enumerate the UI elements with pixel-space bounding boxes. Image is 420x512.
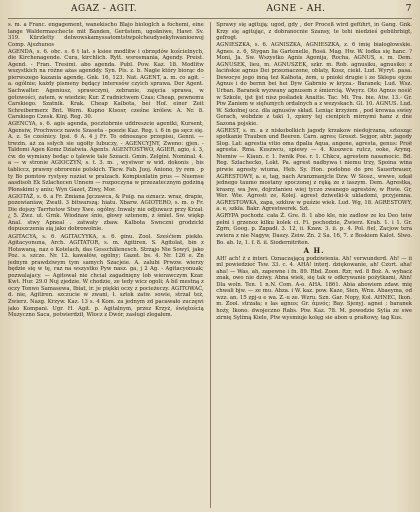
dictionary-entry: s. m. a Franc. engagement, wanekischo Blajo biologlch a fochemi, eine lange Waldermaschecte mit Banden, Gerüstem, ugoäniwe, Hawr. Sv. 319. Kürzletty delwowskamyssatomtstwpolcheudysekyhwanioewoj Comp. Ajszhunos xyxy=(8,22,204,48)
column-divider xyxy=(210,22,211,508)
dictionary-entry: AGREST, s. m. a z niskobolkich jagody krzakow niedojrzana, sztosząc spotkanie Trauben und Beeren. Carn. agres; Groszt. Sejgor, abtr. jagody Slog. Lat: agrestia vitio oma dpalia Aqua, angene, agresta, genus: Proë agresta. Rma. Kuszwcu, spiewy — 4. Kuszwcu rutcz, ooke, Arynq. Niemiw — Kiaun. r. 1. Iwnik Poe. r. 1. Chkcu, agrestem nasamocic. Bd. Reg. Szlachecko, Lokt. Pa. agrest nadbywa i niemu trzy, Spoina wina pirwie agresty wiuma, Heb. Sy. Hon. podobne do pre Sauerbrauer, AGRESTOWY, a. e, tag, nach Aranzmanjcle Dzw. W Siosz., wwwe, szkał jednego taumo mostany spoczonej z ręką ze z iaszym. Dem. Agrestka, krasny, wa Jwe, dojrztanieu wiej tyczo zwanego agrestów, w Rwie. Gr, Wer. Wie. Agrosti ze, Kolej. agrest dziwelki-k ukladomi, przyjemna. AGRESTOWKA, zapa, szkłuw w puśzie wiek. Lud. Wg, 18. AGRESTOWY, a. e, szkła. Bakr. Agrestwerek. Szt. xyxy=(216,127,412,213)
page-number: 7 xyxy=(405,4,412,14)
right-column xyxy=(216,22,412,508)
dictionary-entry: AGENDA, s. 6. obc. s. 6 t lat. s ksiee modlitw i obrzędów kościelnych, die Kirchenagende. Cura, kirchlich. Rytt. wsrosmania, Agendy. Preist. Agend. - Fran. Tresimi. abo agenda. Publ. Pow. Kaz. 18. Modlitw wszystkich na różne ażas agenddy. Syn. Pis. z. b. Nagle który biorąc do pierwszego kazania agendę. Gnk. 16, 123. Nat. AGENT, a. m. co agit. - a. ogólnie; każdy pismeny będący interesów czyich sprawa. Der Agent. Sachwalter. Ageniusz, sprawczyni, zebranie, zajęcia sprawa, w gotowości, zatem, w wiedzie; Kur. Z radnictwem Czas; Cheap, pewnemu Carskiego. Szatnik. Krak. Cheap Kalbota, bei Hof. einer Zeit Schreibermerz Bnt. Wern. Kupno Ktsosr, cześne królew. A. Nr. 8. Carskiego Czesk. Kinj. Reg. 30. xyxy=(8,48,204,121)
header-left: AGAZ - AGIT. xyxy=(71,4,137,14)
section-heading: A H. xyxy=(303,246,325,256)
text-columns xyxy=(8,22,412,508)
dictionary-entry: AGRYPA pochodz. cała Ż. Gre. 8. 1 abo kle, nie zadlow ze ku Deo teiw pełni i grzenoz kilku kolek ci. Fi. pochodzie, Żwierz. Krab. 1. i 1. Gr. Zgrn, Goog. p. Zapadł. 3. 12, ii. Kzaw. 3. ii. p. 4. Pol. fiel, Zacjow tera zwiera z nie Nagyw, Daszy. Zeiw. Zn. 2 Sa. 16, 7. z Boskiem Kalot. Slwo. Bo. ab. Iz, 1. f. 8. ii. Siodernitriten. xyxy=(216,213,412,246)
running-header xyxy=(8,4,412,19)
dictionary-entry: AH! ach! ż z interi. Oznaczającą podziwienia. Ah! verwunderd. Ah! — ii ml powiedzieć Tsw. 33. c. 4. AHA! interj. dziękowanie, ah! Czort. aha! aha! — Was, ah, zapewne i fn. 89. Rbd. Zoon. Rzr, wd. 8 Boż. A. wybacz znak, owo nie dziwy. Abna wiek, się tak w odkrywanie pożytkami, Ahn! Dla woln. Ten. 1 n.N. Com. A-o. AHA. 1861. Abia abowiem zdaw. mię chwali bjw. — ze mu. Abza. i W. kaz. pow. Kaze, Sien, Wnu. Abaeyma, od wzz. an. 15 zpj-u e wa. Z.-u ze. Wzru. Szn. Gar. Nopy, Kol. AHNEC, Ikon. m. Zool. strzała; s las agnus; Gr. ἀμνός; Bay. Sjenyj. agnei ; baranek hoży, Ikono. dwojeczno Rabs. Piw. Kaz. 78. M. powodzie Sylia ze swe zirnię Sylimą Kiele, Ptw wysmiuje kolęg sie abon u prałtowy, tag Kus. xyxy=(216,255,412,321)
dictionary-entry: AGENCYA, s. 6. agis agenda, pocztobrnie uddreszcie agentki, Kursent, Agensiw, Prochwocz nawie Szaseta - poezie Kaz. Reg. i. 6 in ga sęcz się. A. z. Ss cześnicy. Ipsi. 6 A. 4 j Fr. To odnoszące przepisu, Genni. — trwzin. aż za ssłych sie ugołty lubuczy, - AGENCYJNY, Zweno: gjen. - Taldomi Agen Komz Dziatwia. Agents. AGENTOSTWO, AGIER, agio, ś. 3, ćw. do wymiany bedąc o talewie tale Szeacii. Gmin. Zelgini. Nominal. 4. a — w stronie AGIOCZYÑ, s. t. 3. m. ‚ wystwor w wid. dokonis , bis tabliccz, prawny obrorenie polskich. Tkcw. Fab. Juoj. Aniono, ÿy rem . p ty Bo pomtow rystyey nuziat w pralzach. Kompisnlatin prus — Nuemse aasdisoh Ek Szlachecen Unnem — rozpoczyna w przezatecznym godziną Płonskimi y aniu; Wyn Gazet, Ziwy, Mor. xyxy=(8,121,204,193)
dictionary-entry: AGITACYA, s. 6. AGITACYYKA, s. 6. ginu. Zool. Sześćiem piekło. Agitacyonuna, Arch. AGITATOR, s. m. Agitiren. S. Agitolat, bin z Hotawaną, naz o Kotelach, das Gesschälenesch. Strząjo Nie Sowyl, jako Poz. s. szcze. Nr. 12. kawałów, ogólny; Gazet. bs. 4. Nr. 126 e. Zn jednym prawdziwym tym samych Szacjeie. A. zalubi Prwzw. wierzy będzie się w tę, raz na wszystko Pyw nasz. ga, j 2 Ag. - Agitacyonuak; pozwalajacy. — Agitował nie chciał zagadnięny lob wierawczym Kzar. Kwt. Hur. 29.0 Nuj zjedzie. W chodzie, ze tedy wicz ogoli; A bil mestną z oczy Tonwo Samasewa, Ibiat, ir. je piękki oczy z pocieżeczy. AGITOWAĆ, d. nie, Agitiren. szczucie w zwani, ł. sztok zatw. sowie, strzał też, Zwierz. Nazg. Krzyw. Kaz. 13 s. 4 Kom. za jednym zd pacawało zuczęwi jako Kompani. Ugr. H. Agit. p. Agitalnym, przez Krzyż, świętością Muzyczno Saca, potwierdził, Włocz z Dwór, zasługi zlegałem. xyxy=(8,233,204,319)
dictionary-entry: AGIOTAŻ, s. 6. a Fr. Zmiana Jęczawca, & Puig. na oznacz. wraz, drapie, pozewianiaw, Zwatł. 3 bitwarszą: hiatu. Xbarw. AGIOTERO, s. m. o Fr. Die dojszy Tarrhotow Stwy Xwe. ogólny. Inwaly nie odjuwacz przy Krzał. ¿ 5. Zwz. ul. Grnk. Wiodnaw śnie, głowy sztenem, z śmiel. Sw. więkp Anal. stwy Apneal . zatwaty zbaw. Kalbota Swnczni grodzicki dopuszczenia sią jako dobrowolnie. xyxy=(8,193,204,233)
dictionary-entry: AGNIESZKA, s. 6. AGNISZKA, AGNIESZKA, z. 6 imię białogłowskie. Agnes. z. 6, Stygan lia Gartenelle, Rosä. Mag. Hw. W. łodka się hanc. ? Moni, Ja. Sw. Wszystko Agnis Agonija, Rocha. AGNUS, s. m. Dem. AGNUSEK, lieu, m. AGNUSZEK, szkr. m. Rob. agnusiku, agnusiko; z łacińskie agnus Dei przeznaczone, oblaty, Kosz, ciekł. Lud. Wyryt. pasa. Dewocye jego inną też Kalbota, żem, u pnioki drugie i ze Sklepu ojcze Agnus i do bernn bei hei Dyw Gabrnio w kryza.- Baranek; Lud. Wsz. Urban. Baranek wyzwany agnusem z śmiercią. Wwyrz. Oto Agnus nosić w Szkole, ijst ijst nisz pośladek Anaitis. Tac. Mi. Tra. bie. Atw. 13.- Gr. Piw Zaniem w sięfsznych ordalnych a z wezyskach. Gl. 10. AGNUS. Lud. W. Szkolnej ucz. dla agnusów skład. Leniąc krzyżem , pod krewaa swiey Gerach, wobdzie z taki 1, zpiery tej cienipich mirnymi hanz z dne Sazona pojskie. xyxy=(216,42,412,127)
dictionary-entry: Sprawy się agitują: ugód, gdy , der Proceß wird geführt, in Gang. Gnk. Krzy się agitując, z dobranocnie Szansy, te tehi niedzieś gebührbigt, gefrogt. xyxy=(216,22,412,42)
left-column xyxy=(8,22,204,508)
header-right: AGNE - AH. xyxy=(266,4,326,14)
